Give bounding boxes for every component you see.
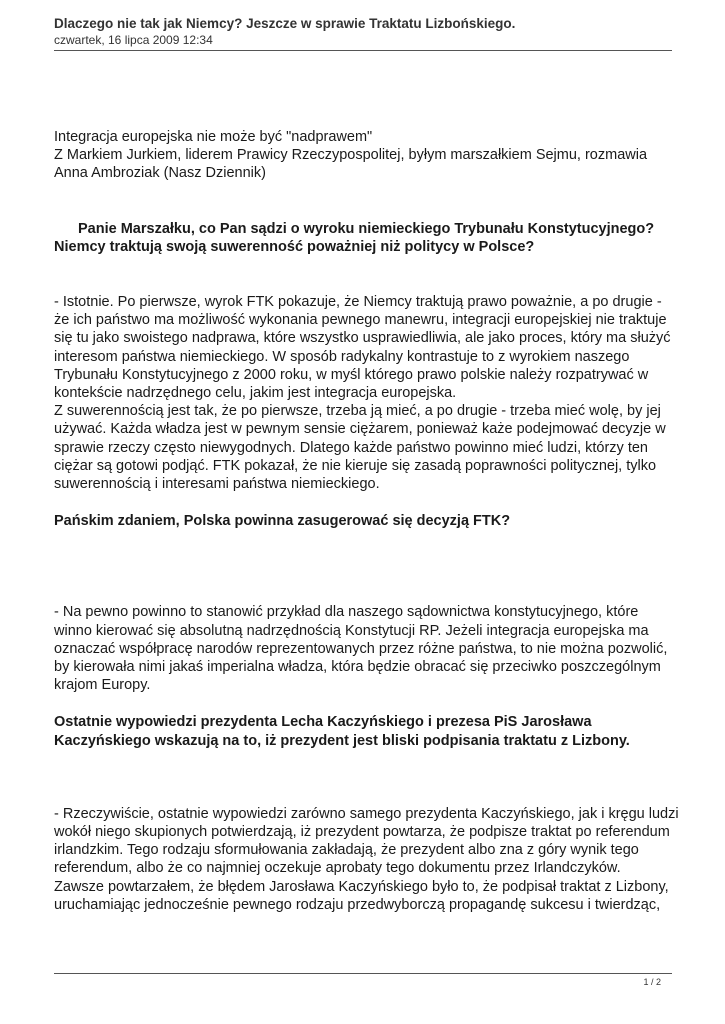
article-title: Dlaczego nie tak jak Niemcy? Jeszcze w sprawie Traktatu Lizbońskiego.: [54, 16, 516, 31]
question-2: Pańskim zdaniem, Polska powinna zasugerować się decyzją FTK?: [54, 513, 511, 530]
answer-2: - Na pewno powinno to stanowić przykład dla naszego sądownictwa konstytucyjnego, które winno kierować się absolutną nadrzędnością Konstytucji RP. Jeżeli integracja europejska ma oznaczać współpracę narodów reprezentowanych przez różne państwa, to nie można pozwolić, by kierowała nimi jakaś imperialna władza, która będzie obracać się przeciwko poszczególnym krajom Europy.: [54, 604, 668, 694]
article-body: [54, 128, 679, 914]
answer-1-paragraph-2: Z suwerennością jest tak, że po pierwsze, trzeba ją mieć, a po drugie - trzeba mieć wolę, by jej używać. Każda władza jest w pewnym sensie ciężarem, ponieważ każe podejmować decyzje w sprawie rzeczy często niewygodnych. Dlatego każde państwo powinno mieć ludzi, którzy ten ciężar są gotowi podjąć. FTK pokazał, że nie kieruje się zasadą poprawności politycznej, tylko suwerennością i interesami państwa niemieckiego.: [54, 403, 666, 493]
answer-3-paragraph-1: - Rzeczywiście, ostatnie wypowiedzi zarówno samego prezydenta Kaczyńskiego, jak i kręgu ludzi wokół niego skupionych potwierdzają, iż prezydent powtarza, że podpisze traktat po referendum irlandzkim. Tego rodzaju sformułowania zakładają, że prezydent albo zna z góry wynik tego referendum, albo że co najmniej oczekuje aprobaty tego dokumentu przez Irlandczyków.: [54, 805, 679, 877]
footer-divider: [54, 973, 672, 974]
answer-1-paragraph-1: - Istotnie. Po pierwsze, wyrok FTK pokazuje, że Niemcy traktują prawo poważnie, a po drugie - że ich państwo ma możliwość wykonania pewnego manewru, integracji europejskiej nie traktuje się tu jako swoistego nadprawa, które wszystko usprawiedliwia, ale jako proces, który ma służyć interesom państwa niemieckiego. W sposób radykalny kontrastuje to z wyrokiem naszego Trybunału Konstytucyjnego z 2000 roku, w myśl którego prawo polskie należy rozpatrywać w kontekście nadrzędnego celu, jakim jest integracja europejska.: [54, 294, 671, 402]
page-number: 1 / 2: [643, 977, 661, 987]
header-divider: [54, 50, 672, 51]
page-header: [54, 15, 672, 48]
article-date: czwartek, 16 lipca 2009 12:34: [54, 33, 213, 47]
intro-byline: Z Markiem Jurkiem, liderem Prawicy Rzeczypospolitej, byłym marszałkiem Sejmu, rozmawia Anna Ambroziak (Nasz Dziennik): [54, 147, 648, 182]
question-3: Ostatnie wypowiedzi prezydenta Lecha Kaczyńskiego i prezesa PiS Jarosława Kaczyńskiego wskazują na to, iż prezydent jest bliski podpisania traktatu z Lizbony.: [54, 714, 630, 749]
answer-3-paragraph-2: Zawsze powtarzałem, że błędem Jarosława Kaczyńskiego było to, że podpisał traktat z Lizbony, uruchamiając jednocześnie pewnego rodzaju przedwyborczą propagandę sukcesu i twierdząc,: [54, 878, 669, 913]
question-1: Panie Marszałku, co Pan sądzi o wyroku niemieckiego Trybunału Konstytucyjnego? Niemcy traktują swoją suwerenność poważniej niż politycy w Polsce?: [54, 220, 655, 255]
intro-title: Integracja europejska nie może być "nadprawem": [54, 129, 373, 145]
